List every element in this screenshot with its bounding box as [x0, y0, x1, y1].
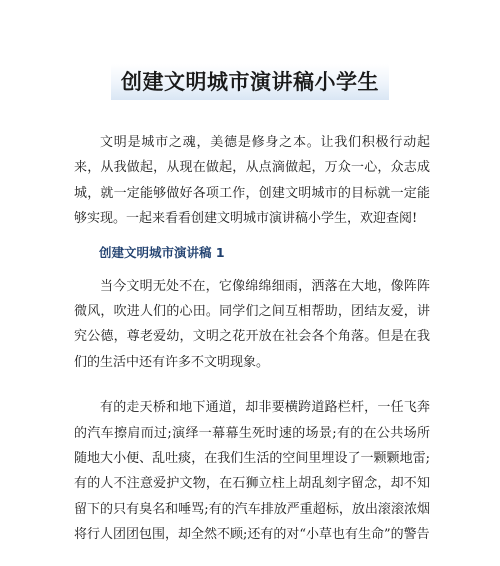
body-paragraph: 有的走天桥和地下通道，却非要横跨道路栏杆，一任飞奔的汽车擦肩而过;演绎一幕幕生死时速的场景;有的在公共场所随地大小便、乱吐痰，在我们生活的空间里埋设了一颗颗地雷;有的人不注意爱护文物，在石狮立柱上胡乱刻字留念，却不知留下的只有臭名和唾骂;有的汽车排放严重超标，放出滚滚浓烟将行人团团包围，却全然不顾;还有的对“小草也有生命”的警告: [74, 400, 430, 543]
intro-paragraph: 文明是城市之魂，美德是修身之本。让我们积极行动起来，从我做起，从现在做起，从点滴做起，万众一心，众志成城，就一定能够做好各项工作，创建文明城市的目标就一定能够实现。一起来看看创建文明城市演讲稿小学生，欢迎查阅!: [74, 135, 430, 227]
section-heading: 创建文明城市演讲稿 1: [99, 244, 225, 260]
title-wrap: [0, 64, 500, 100]
body-paragraph: 当今文明无处不在，它像绵绵细雨，洒落在大地，像阵阵微风，吹进人们的心田。同学们之间互相帮助，团结友爱，讲究公德，尊老爱幼，文明之花开放在社会各个角落。但是在我们的生活中还有许多不文明现象。: [74, 278, 430, 370]
spacer: [74, 375, 430, 395]
document-body: [74, 130, 430, 548]
spacer: [74, 265, 430, 274]
spacer: [74, 232, 430, 240]
document-title: 创建文明城市演讲稿小学生: [111, 64, 389, 100]
